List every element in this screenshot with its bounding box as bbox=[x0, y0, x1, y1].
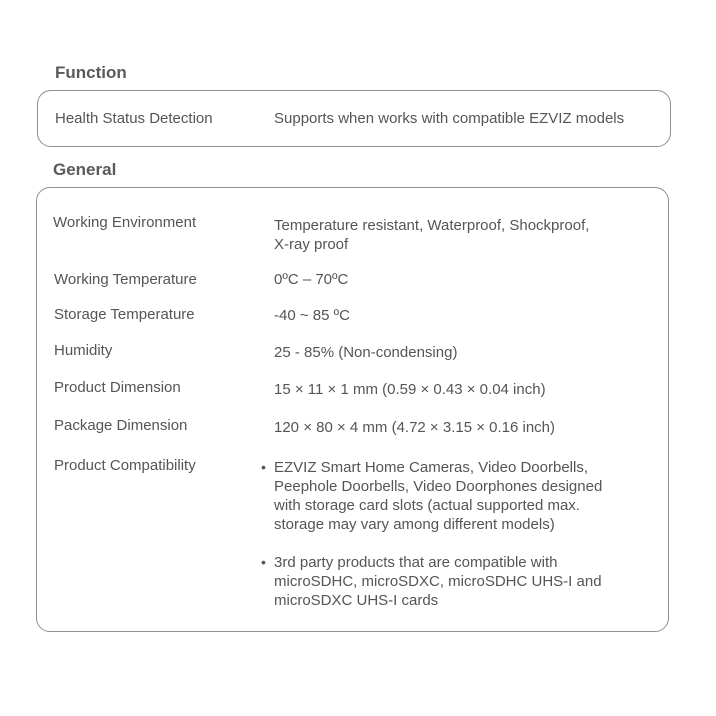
compatibility-item-third-party-line1: 3rd party products that are compatible with bbox=[274, 554, 558, 571]
compatibility-item-ezviz-line3: with storage card slots (actual supported max. bbox=[274, 497, 580, 514]
function-spec-box bbox=[37, 90, 671, 147]
function-section-title: Function bbox=[55, 63, 127, 82]
spec-value-product-dimension: 15 × 11 × 1 mm (0.59 × 0.43 × 0.04 inch) bbox=[274, 381, 546, 398]
spec-value-working-temperature: 0ºC – 70ºC bbox=[274, 271, 349, 288]
bullet-icon: • bbox=[261, 459, 266, 475]
spec-value-package-dimension: 120 × 80 × 4 mm (4.72 × 3.15 × 0.16 inch) bbox=[274, 419, 556, 436]
bullet-icon: • bbox=[261, 554, 266, 570]
spec-label-working-temperature: Working Temperature bbox=[54, 271, 197, 288]
spec-label-working-environment: Working Environment bbox=[53, 214, 197, 231]
compatibility-item-ezviz-line1: EZVIZ Smart Home Cameras, Video Doorbells, bbox=[274, 459, 588, 476]
compatibility-item-ezviz bbox=[261, 458, 654, 534]
compatibility-item-third-party bbox=[261, 553, 654, 610]
spec-label-storage-temperature: Storage Temperature bbox=[54, 306, 195, 323]
spec-label-product-dimension: Product Dimension bbox=[54, 379, 181, 396]
spec-value-working-environment-line2: X-ray proof bbox=[274, 236, 349, 253]
compatibility-item-ezviz-line4: storage may vary among different models) bbox=[274, 516, 555, 533]
general-spec-box bbox=[36, 187, 669, 632]
compatibility-item-ezviz-line2: Peephole Doorbells, Video Doorphones designed bbox=[274, 478, 603, 495]
compatibility-item-third-party-line2: microSDHC, microSDXC, microSDHC UHS-I and bbox=[274, 573, 602, 590]
spec-label-package-dimension: Package Dimension bbox=[54, 417, 188, 434]
general-section-title: General bbox=[53, 160, 117, 179]
spec-label-health-status: Health Status Detection bbox=[55, 110, 213, 127]
spec-value-working-environment-line1: Temperature resistant, Waterproof, Shockproof, bbox=[274, 217, 590, 234]
spec-label-humidity: Humidity bbox=[54, 342, 113, 359]
spec-value-humidity: 25 - 85% (Non-condensing) bbox=[274, 344, 458, 361]
compatibility-item-third-party-line3: microSDXC UHS-I cards bbox=[274, 592, 439, 609]
spec-value-storage-temperature: -40 ~ 85 ºC bbox=[274, 307, 350, 324]
spec-value-health-status: Supports when works with compatible EZVIZ models bbox=[274, 110, 625, 127]
spec-label-product-compatibility: Product Compatibility bbox=[54, 457, 196, 474]
